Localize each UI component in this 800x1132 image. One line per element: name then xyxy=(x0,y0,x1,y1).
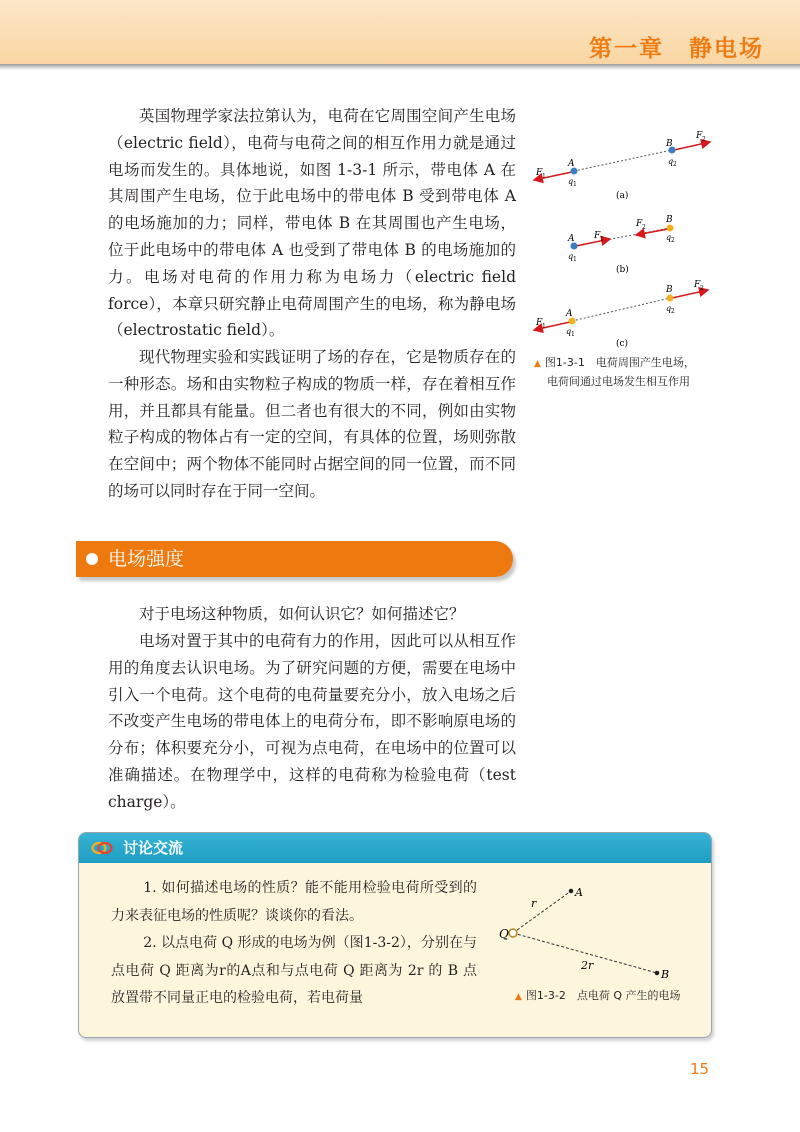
label-q1-c: q xyxy=(566,327,572,336)
label-f1: F xyxy=(536,168,543,178)
label-q: Q xyxy=(499,927,509,941)
force-arrow-f1-b xyxy=(576,239,610,246)
label-point-a: A xyxy=(575,886,583,899)
label-q1-sub: 1 xyxy=(573,181,577,188)
label-f1-b: F xyxy=(594,231,601,241)
figure-1-3-2-caption xyxy=(515,987,681,1003)
discussion-question-2: 2. 以点电荷 Q 形成的电场为例（图1-3-2），分别在与点电荷 Q 距离为r的A点和与点电荷 Q 距离为 2r 的 B 点放置带不同量正电的检验电荷，若电荷量 xyxy=(111,935,477,1007)
label-a-b: A xyxy=(568,234,575,244)
label-f2-b-sub: 2 xyxy=(642,224,646,231)
label-q2-c: q xyxy=(666,304,672,313)
discussion-title: 讨论交流 xyxy=(123,839,184,857)
label-f2-c: F xyxy=(694,280,701,290)
label-b-b: B xyxy=(666,215,673,225)
discussion-box xyxy=(78,832,712,1038)
panel-b-label: (b) xyxy=(616,265,629,275)
force-arrow-f2 xyxy=(674,142,710,150)
label-2r: 2r xyxy=(581,959,594,972)
label-f2: F xyxy=(696,131,703,141)
point-a xyxy=(569,889,574,894)
label-f1-b-sub: 1 xyxy=(600,236,604,243)
charge-b-c xyxy=(667,295,674,302)
paragraph-question: 对于电场这种物质，如何认识它？如何描述它？ xyxy=(139,605,465,623)
panel-a-label: (a) xyxy=(616,191,629,201)
label-q2: q xyxy=(668,157,674,166)
paragraph-faraday: 英国物理学家法拉第认为，电荷在它周围空间产生电场（electric field），电荷与电荷之间的相互作用力就是通过电场而发生的。具体地说，如图 1-3-1 所示，带电体 A 在其周围产生电场，位于此电场中的带电体 B 受到带电体 A 的电场施加的力；同样，带电体 B 在其周围也产生电场，位于此电场中的带电体 A 也受到了带电体 B 的电场施加的力。电场对电荷的作用力称为电场力（electric field force），本章只研究静止电荷周围产生的电场，称为静电场（electrostatic field）。 xyxy=(108,107,516,340)
caption1-line2: 电荷间通过电场发生相互作用 xyxy=(547,375,690,388)
label-f1-sub: 1 xyxy=(542,173,546,180)
paragraph-field-existence: 现代物理实验和实践证明了场的存在，它是物质存在的一种形态。场和由实物粒子构成的物质一样，存在着相互作用，并且都具有能量。但二者也有很大的不同，例如由实物粒子构成的物体占有一定的空间，有具体的位置，场则弥散在空间中；两个物体不能同时占据空间的同一位置，而不同的场可以同时存在于同一空间。 xyxy=(108,348,516,500)
chapter-title: 第一章 静电场 xyxy=(589,36,764,62)
label-f2-c-sub: 2 xyxy=(700,285,704,292)
point-charge-q xyxy=(509,929,517,937)
point-b xyxy=(655,971,660,976)
page-number: 15 xyxy=(690,1060,710,1078)
triangle-bullet-icon: ▲ xyxy=(515,992,522,1002)
figure-1-3-1 xyxy=(528,122,718,352)
label-q1-b: q xyxy=(568,252,574,261)
label-q2-b: q xyxy=(666,233,672,242)
header-divider xyxy=(0,64,800,70)
panel-c-diagram xyxy=(534,280,708,349)
label-q1-b-sub: 1 xyxy=(573,256,577,263)
caption1-line1: 图1-3-1 电荷周围产生电场， xyxy=(544,356,695,369)
charge-b-b xyxy=(667,225,674,232)
label-point-b: B xyxy=(661,968,670,981)
panel-c-label: (c) xyxy=(616,339,629,349)
label-q1: q xyxy=(568,177,574,186)
discussion-icon xyxy=(91,839,113,857)
label-f1-c-sub: 1 xyxy=(542,323,546,330)
label-f2-b: F xyxy=(636,219,643,229)
panel-b-diagram xyxy=(567,215,675,275)
force-arrow-f2-b xyxy=(636,229,668,235)
paragraph-test-charge: 电场对置于其中的电荷有力的作用，因此可以从相互作用的角度去认识电场。为了研究问题的方便，需要在电场中引入一个电荷。这个电荷的电荷量要充分小，放入电场之后不改变产生电场的带电体上的电荷分布，即不影响原电场的分布；体积要充分小，可视为点电荷，在电场中的位置可以准确描述。在物理学中，这样的电荷称为检验电荷（test charge）。 xyxy=(108,632,516,811)
label-f2-sub: 2 xyxy=(702,136,706,143)
label-a-c: A xyxy=(566,309,573,319)
label-f1-c: F xyxy=(536,318,543,328)
triangle-bullet-icon: ▲ xyxy=(534,359,541,369)
label-b-c: B xyxy=(666,285,673,295)
label-q2-c-sub: 2 xyxy=(671,308,675,315)
section-title: 电场强度 xyxy=(108,548,185,570)
panel-a-diagram xyxy=(534,131,710,201)
label-q2-b-sub: 2 xyxy=(671,237,675,244)
label-a: A xyxy=(568,159,575,169)
discussion-question-1: 1. 如何描述电场的性质？能不能用检验电荷所受到的力来表征电场的性质呢？谈谈你的看法。 xyxy=(111,880,477,924)
figure-1-3-1-caption xyxy=(534,354,734,391)
caption2-text: 图1-3-2 点电荷 Q 产生的电场 xyxy=(525,989,681,1002)
bullet-dot-icon xyxy=(86,553,98,565)
label-b: B xyxy=(666,139,673,149)
discussion-header xyxy=(79,833,711,863)
label-q1-c-sub: 1 xyxy=(571,331,575,338)
label-q2-sub: 2 xyxy=(673,161,677,168)
label-r: r xyxy=(531,897,537,910)
